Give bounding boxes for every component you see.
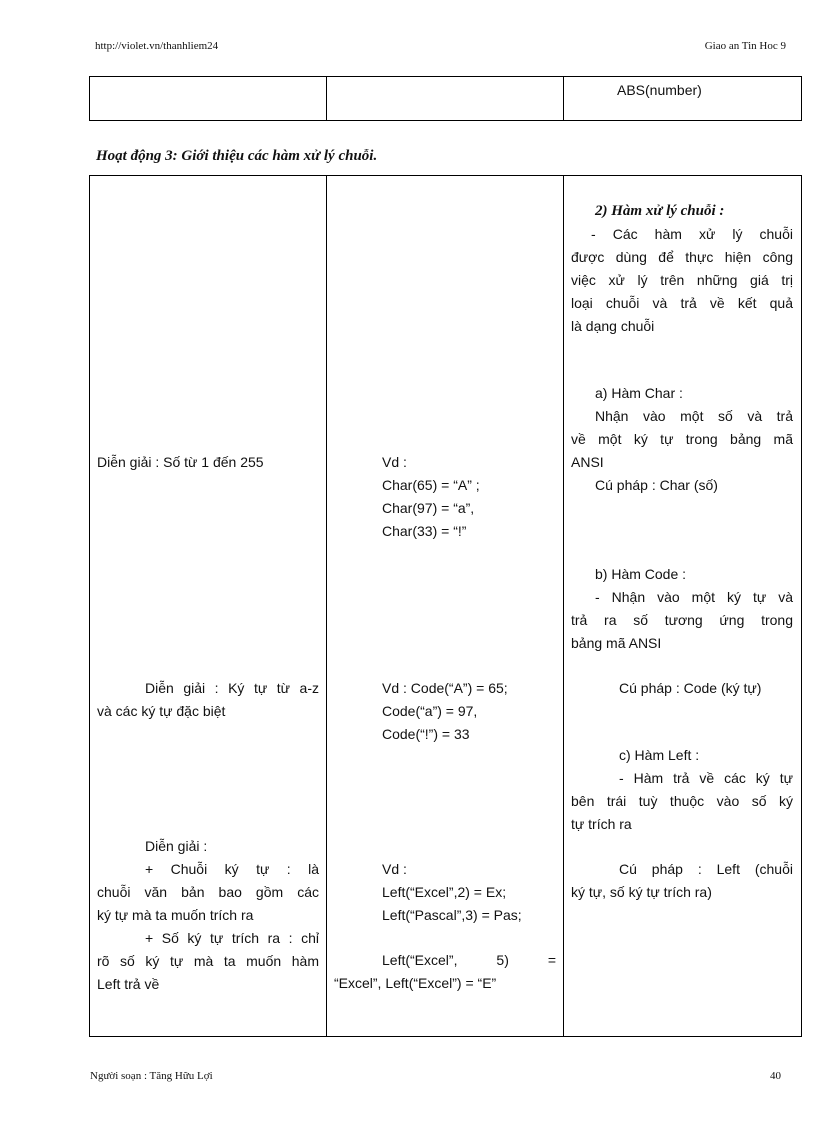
main-table-divider-2 (563, 175, 564, 1037)
left-function-description: c) Hàm Left : - Hàm trả về các ký tự bên trái tuỳ thuộc vào số ký tự trích ra (571, 747, 793, 832)
left-examples: Vd : Left(“Excel”,2) = Ex; Left(“Pascal”,3) = Pas; (382, 861, 522, 923)
char-function-description: a) Hàm Char : Nhận vào một số và trả về một ký tự trong bảng mã ANSI Cú pháp : Char (số) (571, 385, 793, 493)
page-number: 40 (770, 1070, 781, 1082)
code-function-description: b) Hàm Code : - Nhận vào một ký tự và trả ra số tương ứng trong bảng mã ANSI (571, 566, 793, 651)
top-table-divider-2 (563, 76, 564, 121)
header-url: http://violet.vn/thanhliem24 (95, 40, 219, 52)
left-examples-continued: Left(“Excel”, 5) = “Excel”, Left(“Excel”) = “E” (334, 952, 556, 991)
code-function-syntax: Cú pháp : Code (ký tự) (619, 680, 762, 696)
string-functions-intro: 2) Hàm xử lý chuỗi : - Các hàm xử lý chuỗi được dùng để thực hiện công việc xử lý trên những giá trị loại chuỗi và trả về kết quả là dạng chuỗi (571, 203, 793, 334)
abs-function-text: ABS(number) (617, 82, 702, 98)
code-note: Diễn giải : Ký tự từ a-z và các ký tự đặc biệt (97, 680, 319, 719)
main-table-divider-1 (326, 175, 327, 1037)
top-table-divider-1 (326, 76, 327, 121)
footer-author: Người soạn : Tăng Hữu Lợi (90, 1070, 213, 1082)
char-note: Diễn giải : Số từ 1 đến 255 (97, 454, 264, 470)
char-examples: Vd : Char(65) = “A” ; Char(97) = “a”, Char(33) = “!” (382, 454, 480, 539)
section-heading: Hoạt động 3: Giới thiệu các hàm xử lý chuỗi. (96, 148, 378, 164)
left-note: Diễn giải : + Chuỗi ký tự : là chuỗi văn bản bao gồm các ký tự mà ta muốn trích ra + Số ký tự trích ra : chỉ rõ số ký tự mà ta muốn hàm Left trả về (97, 838, 319, 992)
header-title: Giao an Tin Hoc 9 (704, 40, 786, 52)
code-examples: Vd : Code(“A”) = 65; Code(“a”) = 97, Code(“!”) = 33 (382, 680, 508, 742)
left-function-syntax: Cú pháp : Left (chuỗi ký tự, số ký tự trích ra) (571, 861, 793, 900)
